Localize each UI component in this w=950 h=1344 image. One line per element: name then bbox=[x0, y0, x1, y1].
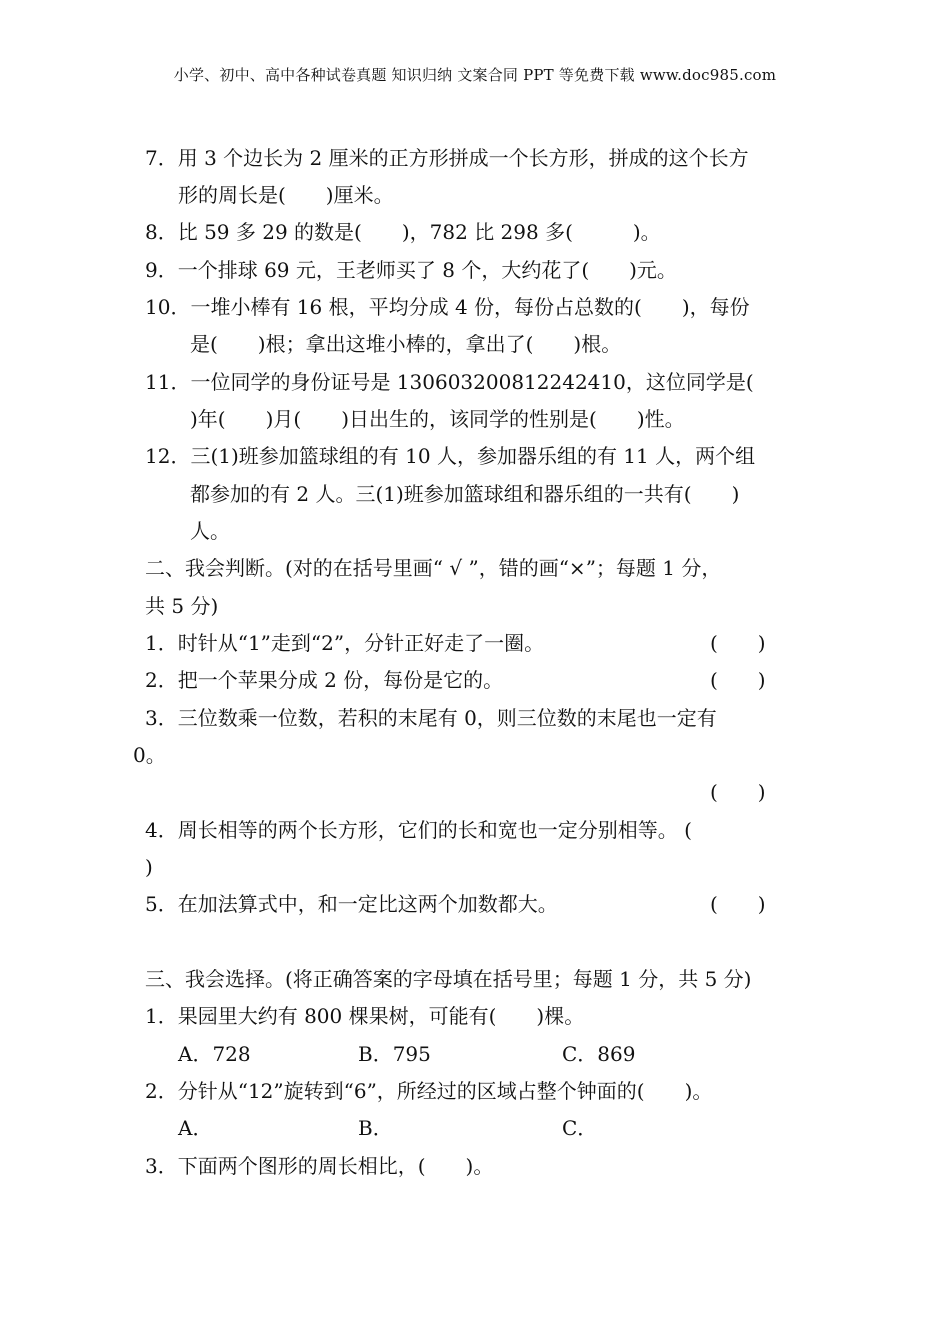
question-12-line-2: 都参加的有 2 人。三(1)班参加篮球组和器乐组的一共有( ) bbox=[190, 482, 740, 506]
page-header: 小学、初中、高中各种试卷真题 知识归纳 文案合同 PPT 等免费下载 www.doc985.com bbox=[173, 66, 777, 84]
question-8: 8．比 59 多 29 的数是( )，782 比 298 多( )。 bbox=[145, 220, 661, 244]
judge-answer-blank-5[interactable]: ( ) bbox=[710, 892, 766, 916]
question-7-line-1: 7．用 3 个边长为 2 厘米的正方形拼成一个长方形，拼成的这个长方 bbox=[145, 146, 749, 170]
judge-question-3-line-1: 3．三位数乘一位数，若积的末尾有 0，则三位数的末尾也一定有 bbox=[145, 706, 717, 730]
choice-question-1: 1．果园里大约有 800 棵果树，可能有( )棵。 bbox=[145, 1004, 585, 1028]
question-7-line-2: 形的周长是( )厘米。 bbox=[178, 183, 394, 207]
question-11-line-1: 11．一位同学的身份证号是 130603200812242410，这位同学是( bbox=[145, 370, 754, 394]
question-12-line-1: 12．三(1)班参加篮球组的有 10 人，参加器乐组的有 11 人，两个组 bbox=[145, 444, 756, 468]
judge-question-1: 1．时针从“1”走到“2”，分针正好走了一圈。 bbox=[145, 631, 545, 655]
choice-1-option-a[interactable]: A．728 bbox=[178, 1042, 251, 1066]
choice-1-option-b[interactable]: B．795 bbox=[358, 1042, 431, 1066]
question-9: 9．一个排球 69 元，王老师买了 8 个，大约花了( )元。 bbox=[145, 258, 677, 282]
section-3-title: 三、我会选择。(将正确答案的字母填在括号里；每题 1 分，共 5 分) bbox=[145, 967, 752, 991]
question-10-line-2: 是( )根；拿出这堆小棒的，拿出了( )根。 bbox=[190, 332, 622, 356]
judge-question-2: 2．把一个苹果分成 2 份，每份是它的。 bbox=[145, 668, 504, 692]
section-2-title-line-2: 共 5 分) bbox=[145, 594, 219, 618]
judge-answer-blank-3[interactable]: ( ) bbox=[710, 780, 766, 804]
question-12-line-3: 人。 bbox=[190, 519, 230, 543]
judge-question-3-line-2: 0。 bbox=[133, 743, 166, 767]
choice-question-3: 3．下面两个图形的周长相比，( )。 bbox=[145, 1154, 494, 1178]
choice-2-option-c[interactable]: C． bbox=[562, 1116, 598, 1140]
judge-answer-blank-2[interactable]: ( ) bbox=[710, 668, 766, 692]
choice-2-option-a[interactable]: A． bbox=[178, 1116, 213, 1140]
judge-question-5: 5．在加法算式中，和一定比这两个加数都大。 bbox=[145, 892, 558, 916]
judge-answer-blank-1[interactable]: ( ) bbox=[710, 631, 766, 655]
choice-question-2: 2．分针从“12”旋转到“6”，所经过的区域占整个钟面的( )。 bbox=[145, 1079, 713, 1103]
question-11-line-2: )年( )月( )日出生的，该同学的性别是( )性。 bbox=[190, 407, 685, 431]
choice-1-option-c[interactable]: C．869 bbox=[562, 1042, 636, 1066]
choice-2-option-b[interactable]: B． bbox=[358, 1116, 393, 1140]
judge-question-4-close: ) bbox=[145, 855, 153, 879]
question-10-line-1: 10．一堆小棒有 16 根，平均分成 4 份，每份占总数的( )，每份 bbox=[145, 295, 750, 319]
section-2-title-line-1: 二、我会判断。(对的在括号里画“ √ ”，错的画“×”；每题 1 分， bbox=[145, 556, 722, 580]
judge-question-4: 4．周长相等的两个长方形，它们的长和宽也一定分别相等。 ( bbox=[145, 818, 692, 842]
